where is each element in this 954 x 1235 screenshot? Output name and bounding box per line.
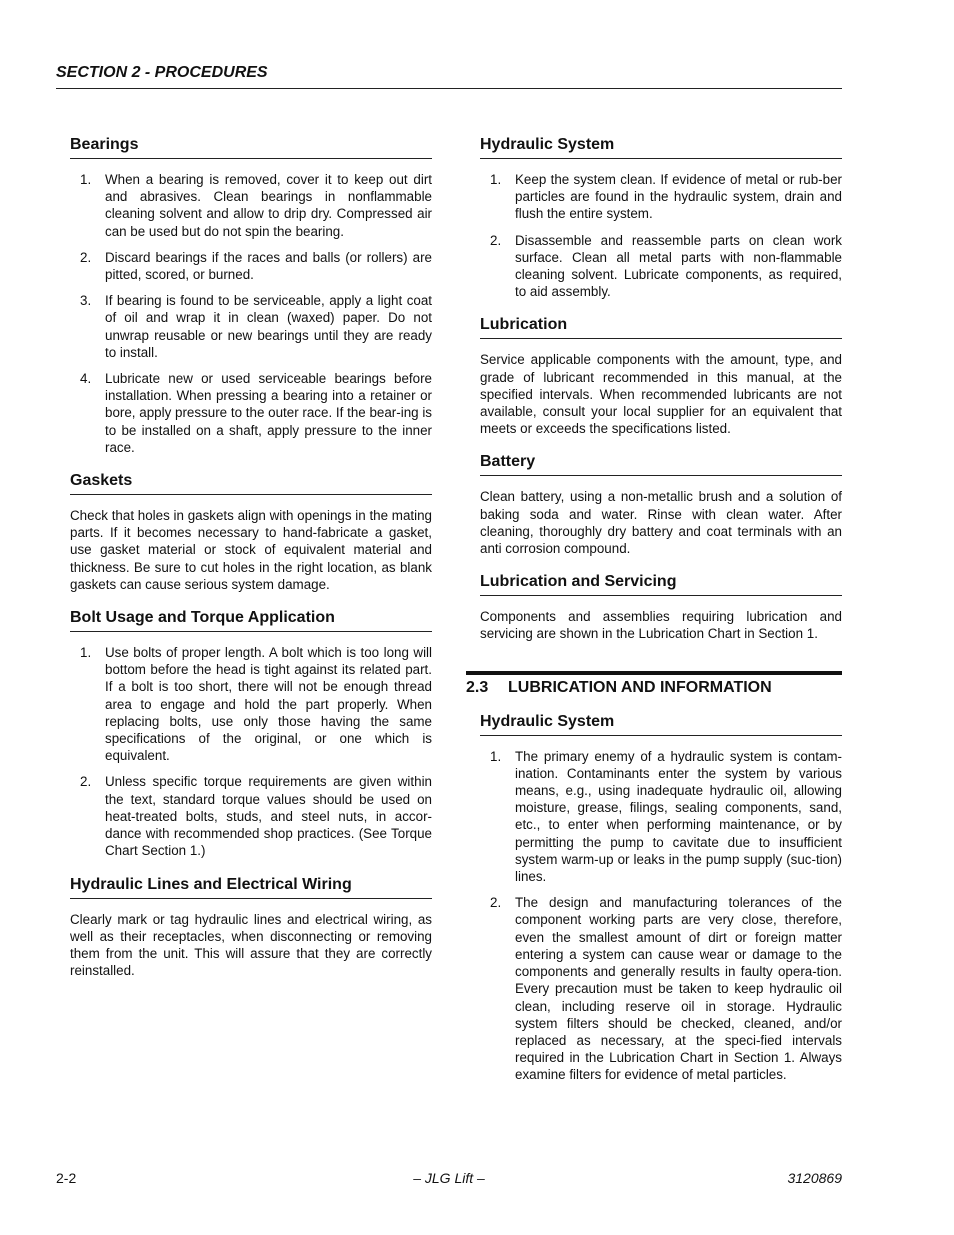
- list-item: 1. Keep the system clean. If evidence of metal or rub-ber particles are found in the hydraulic system, drain and flush the entire system.: [490, 172, 842, 222]
- major-section-title: LUBRICATION AND INFORMATION: [508, 678, 772, 696]
- hydraulic2-heading: Hydraulic System: [480, 713, 842, 736]
- left-column: [70, 136, 432, 995]
- wiring-section: [70, 876, 432, 980]
- battery-section: [480, 453, 842, 557]
- page-number: 2-2: [56, 1170, 77, 1186]
- list-item: 1. Use bolts of proper length. A bolt which is too long will bottom before the head is tight against its related part. If a bolt is too short, there will not be enough thread area to engage and hold the part properly. When replacing bolts, use only those having the same specifications of the original, or one which is equivalent.: [80, 645, 432, 764]
- servicing-text: Components and assemblies requiring lubrication and servicing are shown in the Lubrication Chart in Section 1.: [480, 609, 842, 642]
- hydraulic-heading: Hydraulic System: [480, 136, 842, 159]
- list-item: 2. Disassemble and reassemble parts on clean work surface. Clean all metal parts with non-flammable cleaning solvent. Lubricate components, as required, to aid assembly.: [490, 232, 842, 300]
- hydraulic2-section: [480, 713, 842, 1084]
- list-item: 4. Lubricate new or used serviceable bearings before installation. When pressing a bearing into a retainer or bore, apply pressure to the outer race. If the bear-ing is to be installed on a shaft, apply pressure to the inner race.: [80, 371, 432, 455]
- bolt-section: [70, 609, 432, 859]
- battery-text: Clean battery, using a non-metallic brush and a solution of baking soda and water. Rinse with clean water. After cleaning, thoroughly dry battery and coat terminals with an anti corrosion compound.: [480, 489, 842, 557]
- bolt-heading: Bolt Usage and Torque Application: [70, 609, 432, 632]
- section-header: SECTION 2 - PROCEDURES: [56, 64, 842, 89]
- servicing-section: [480, 573, 842, 642]
- hydraulic-section: [480, 136, 842, 300]
- lubrication-text: Service applicable components with the amount, type, and grade of lubricant recommended in this manual, at the specified intervals. When recommended lubricants are not available, consult your local supplier for an equivalent that meets or exceeds the specifications listed.: [480, 352, 842, 437]
- list-item: 3. If bearing is found to be serviceable, apply a light coat of oil and wrap it in clean (waxed) paper. Do not unwrap reusable or new bearings until they are ready to install.: [80, 293, 432, 360]
- gaskets-heading: Gaskets: [70, 472, 432, 495]
- wiring-text: Clearly mark or tag hydraulic lines and electrical wiring, as well as their receptacles, when disconnecting or removing them from the unit. This will assure that they are correctly reinstalled.: [70, 911, 432, 979]
- gaskets-text: Check that holes in gaskets align with openings in the mating parts. If it becomes necessary to hand-fabricate a gasket, use gasket material or stock of equivalent material and thickness. Be sure to cut holes in the right location, as blank gaskets can cause serious system damage.: [70, 508, 432, 592]
- bearings-heading: Bearings: [70, 136, 432, 159]
- list-item: 2. The design and manufacturing tolerances of the component working parts are very close, therefore, even the smallest amount of dirt or foreign matter entering a system can cause wear or damage to the components and generally results in faulty opera-tion. Every precaution must be taken to keep hydraulic oil clean, including reserve oil in storage. Hydraulic system filters should be checked, cleaned, and/or replaced as necessary, at the speci-fied intervals required in the Lubrication Chart in Section 1. Always examine filters for evidence of metal particles.: [490, 895, 842, 1083]
- list-item: 1. When a bearing is removed, cover it to keep out dirt and abrasives. Clean bearings in nonflammable cleaning solvent and allow to drip dry. Compressed air can be used but do not spin the bearing.: [80, 172, 432, 239]
- right-column: [466, 136, 842, 1100]
- document-number: 3120869: [787, 1170, 842, 1186]
- major-section-heading: [466, 671, 842, 697]
- servicing-heading: Lubrication and Servicing: [480, 573, 842, 596]
- major-section-number: 2.3: [466, 678, 489, 696]
- lubrication-heading: Lubrication: [480, 316, 842, 339]
- list-item: 2. Unless specific torque requirements are given within the text, standard torque values should be used on heat-treated bolts, studs, and steel nuts, in accor-dance with recommended shop practices. (See Torque Chart Section 1.): [80, 774, 432, 859]
- lubrication-section: [480, 316, 842, 437]
- wiring-heading: Hydraulic Lines and Electrical Wiring: [70, 876, 432, 899]
- list-item: 1. The primary enemy of a hydraulic system is contam-ination. Contaminants enter the system by various means, e.g., using inadequate hydraulic oil, allowing moisture, grease, filings, sealing components, sand, etc., to enter when performing maintenance, or by permitting the pump to cavitate due to insufficient system warm-up or leaks in the pump supply (suc-tion) lines.: [490, 748, 842, 885]
- battery-heading: Battery: [480, 453, 842, 476]
- bearings-section: [70, 136, 432, 456]
- footer-brand: – JLG Lift –: [413, 1170, 485, 1186]
- list-item: 2. Discard bearings if the races and balls (or rollers) are pitted, scored, or burned.: [80, 249, 432, 283]
- gaskets-section: [70, 472, 432, 593]
